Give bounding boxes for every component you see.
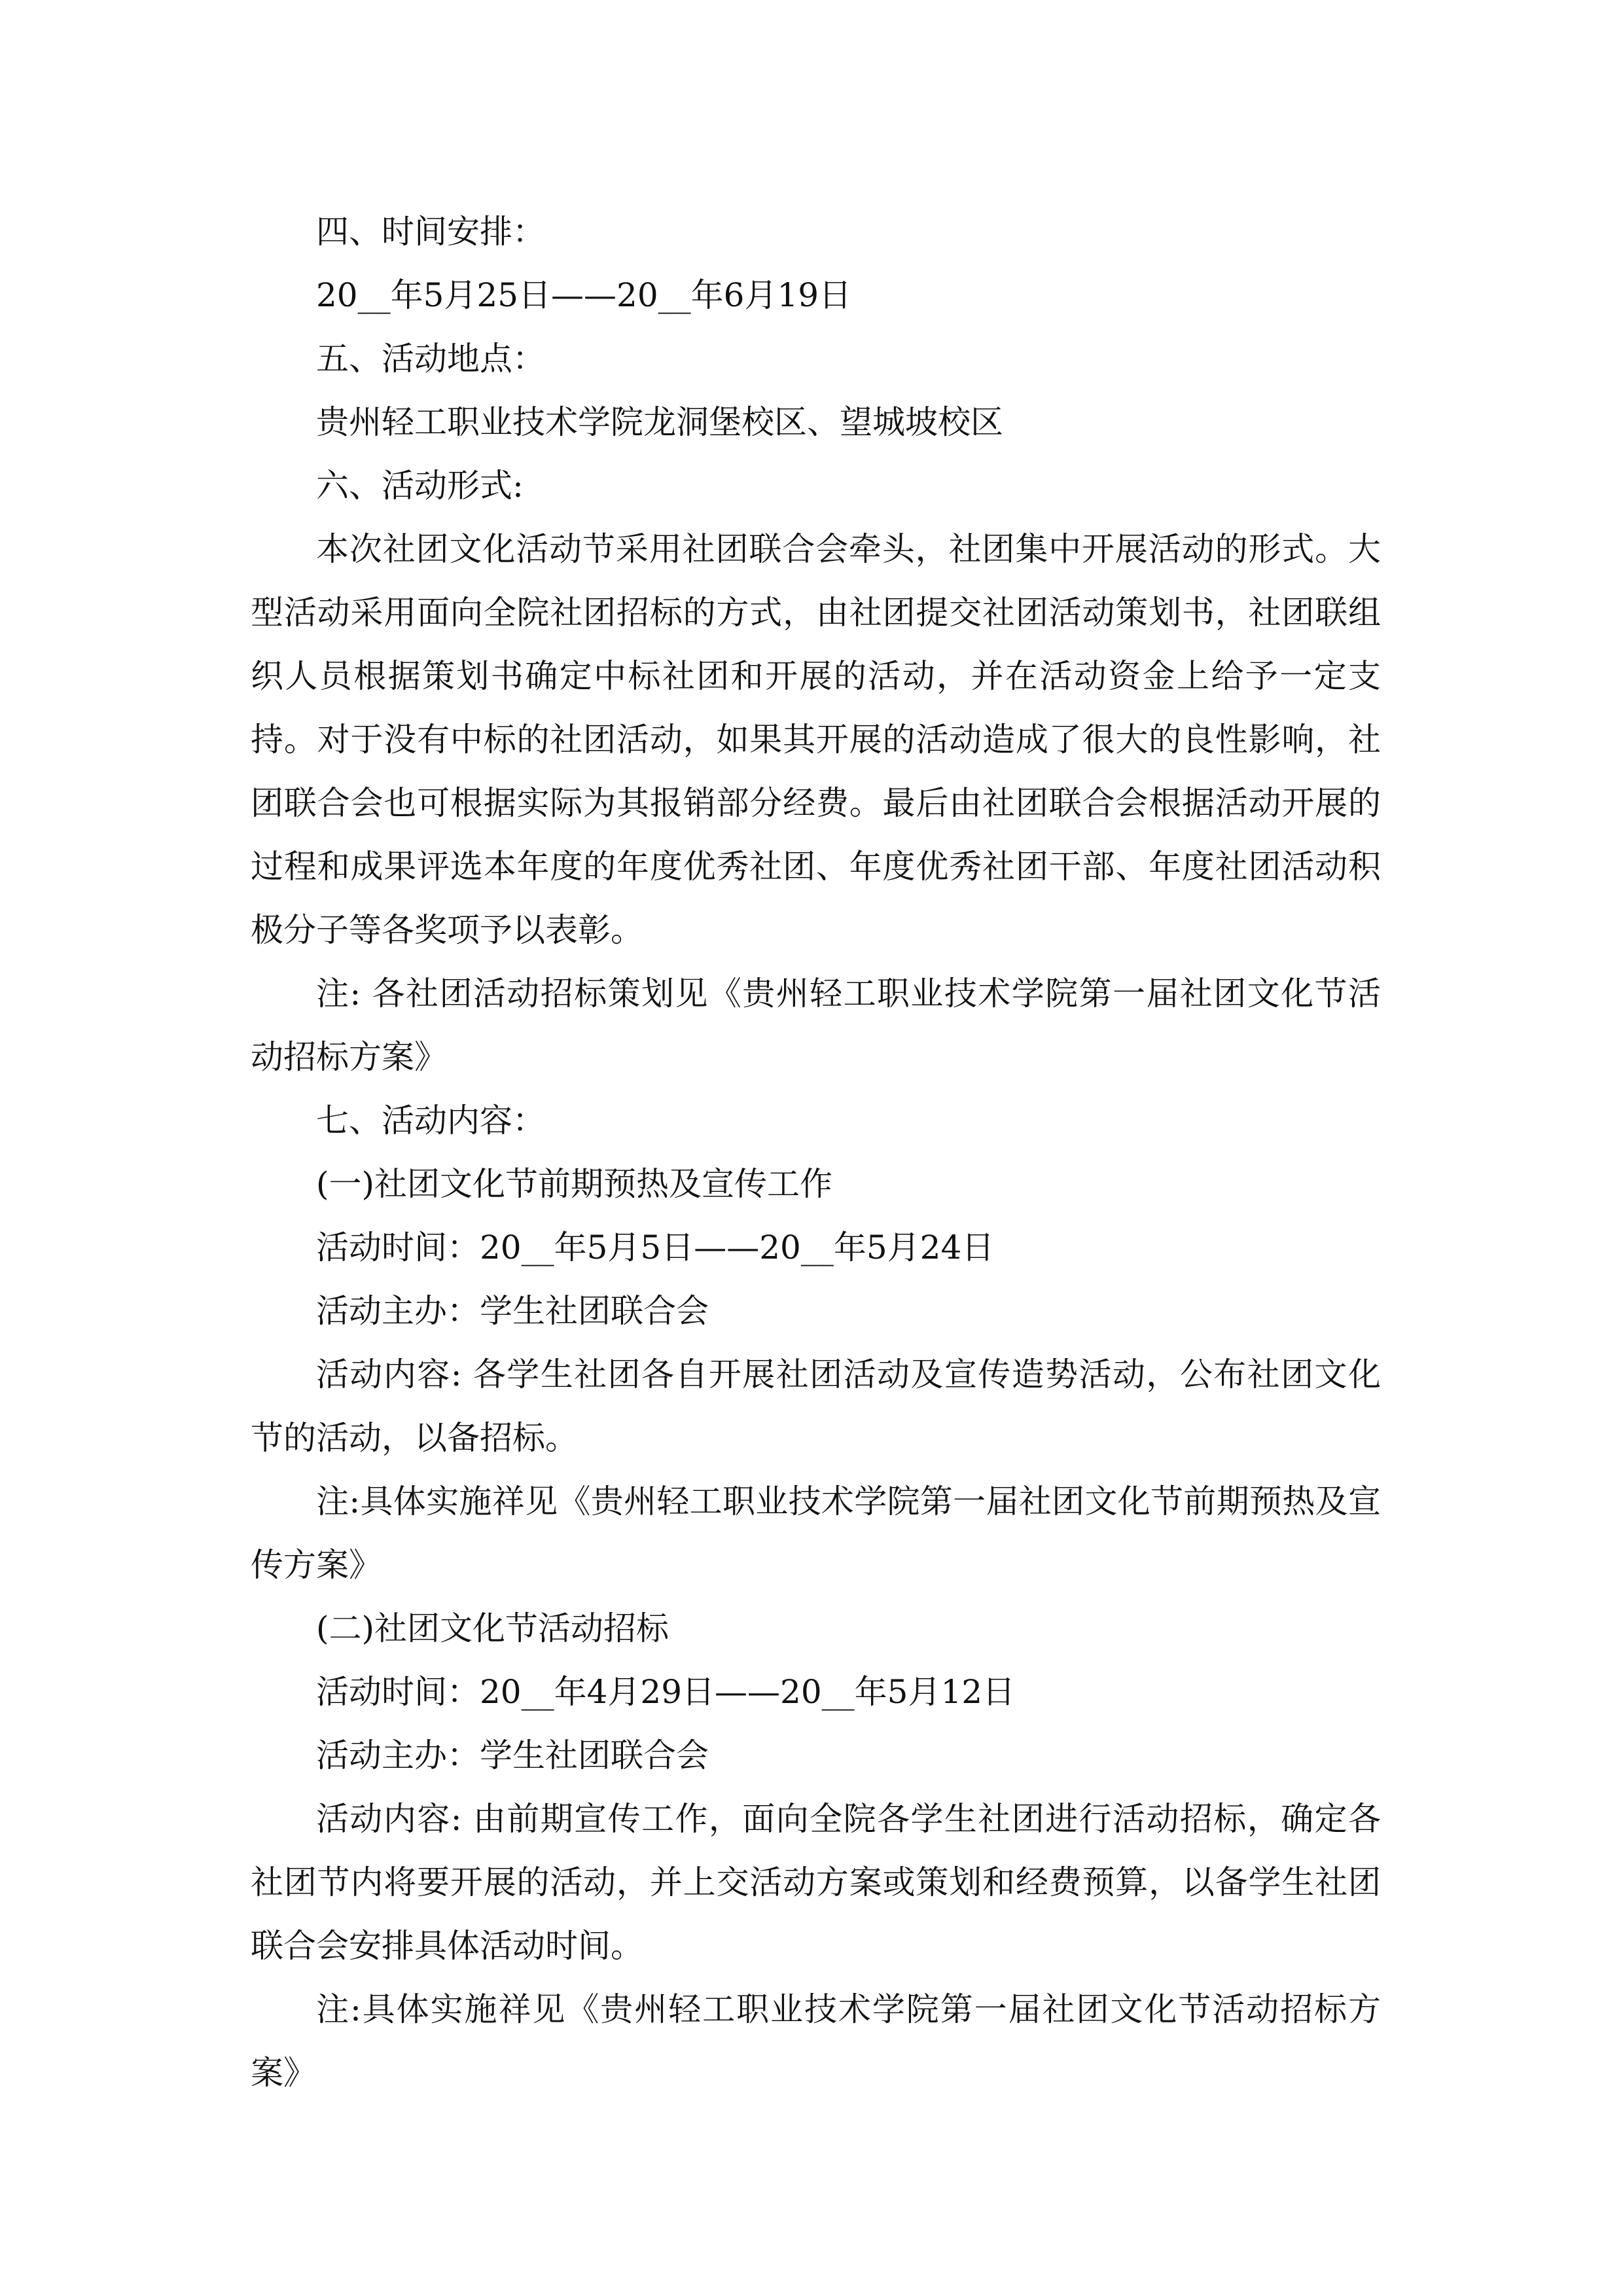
heading-activity-content: 七、活动内容： <box>316 1102 545 1139</box>
document-body <box>251 200 1381 2105</box>
location-text: 贵州轻工职业技术学院龙洞堡校区、望城坡校区 <box>316 403 1003 441</box>
preheat-note: 注:具体实施祥见《贵州轻工职业技术学院第一届社团文化节前期预热及宣传方案》 <box>251 1482 1381 1584</box>
preheat-time: 活动时间：20__年5月5日——20__年5月24日 <box>316 1229 995 1266</box>
heading-location: 五、活动地点： <box>316 340 545 378</box>
time-range: 20__年5月25日——20__年6月19日 <box>316 276 852 314</box>
preheat-organizer: 活动主办：学生社团联合会 <box>316 1292 709 1330</box>
subheading-preheat: (一)社团文化节前期预热及宣传工作 <box>316 1165 833 1203</box>
bidding-organizer: 活动主办：学生社团联合会 <box>316 1736 709 1774</box>
bidding-note: 注:具体实施祥见《贵州轻工职业技术学院第一届社团文化节活动招标方案》 <box>251 1990 1381 2092</box>
preheat-content: 活动内容: 各学生社团各自开展社团活动及宣传造势活动，公布社团文化节的活动，以备招标。 <box>251 1355 1381 1457</box>
activity-form-paragraph: 本次社团文化活动节采用社团联合会牵头，社团集中开展活动的形式。大型活动采用面向全院社团招标的方式，由社团提交社团活动策划书，社团联组织人员根据策划书确定中标社团和开展的活动，并在活动资金上给予一定支持。对于没有中标的社团活动，如果其开展的活动造成了很大的良性影响，社团联合会也可根据实际为其报销部分经费。最后由社团联合会根据活动开展的过程和成果评选本年度的年度优秀社团、年度优秀社团干部、年度社团活动积极分子等各奖项予以表彰。 <box>251 530 1381 949</box>
heading-time-arrangement: 四、时间安排： <box>316 213 545 251</box>
bidding-time: 活动时间：20__年4月29日——20__年5月12日 <box>316 1673 1016 1711</box>
bidding-content: 活动内容: 由前期宣传工作，面向全院各学生社团进行活动招标，确定各社团节内将要开展的活动，并上交活动方案或策划和经费预算，以备学生社团联合会安排具体活动时间。 <box>251 1800 1381 1965</box>
subheading-bidding: (二)社团文化节活动招标 <box>316 1609 669 1647</box>
heading-activity-form: 六、活动形式: <box>316 467 524 505</box>
note-bidding-plan: 注: 各社团活动招标策划见《贵州轻工职业技术学院第一届社团文化节活动招标方案》 <box>251 975 1381 1076</box>
